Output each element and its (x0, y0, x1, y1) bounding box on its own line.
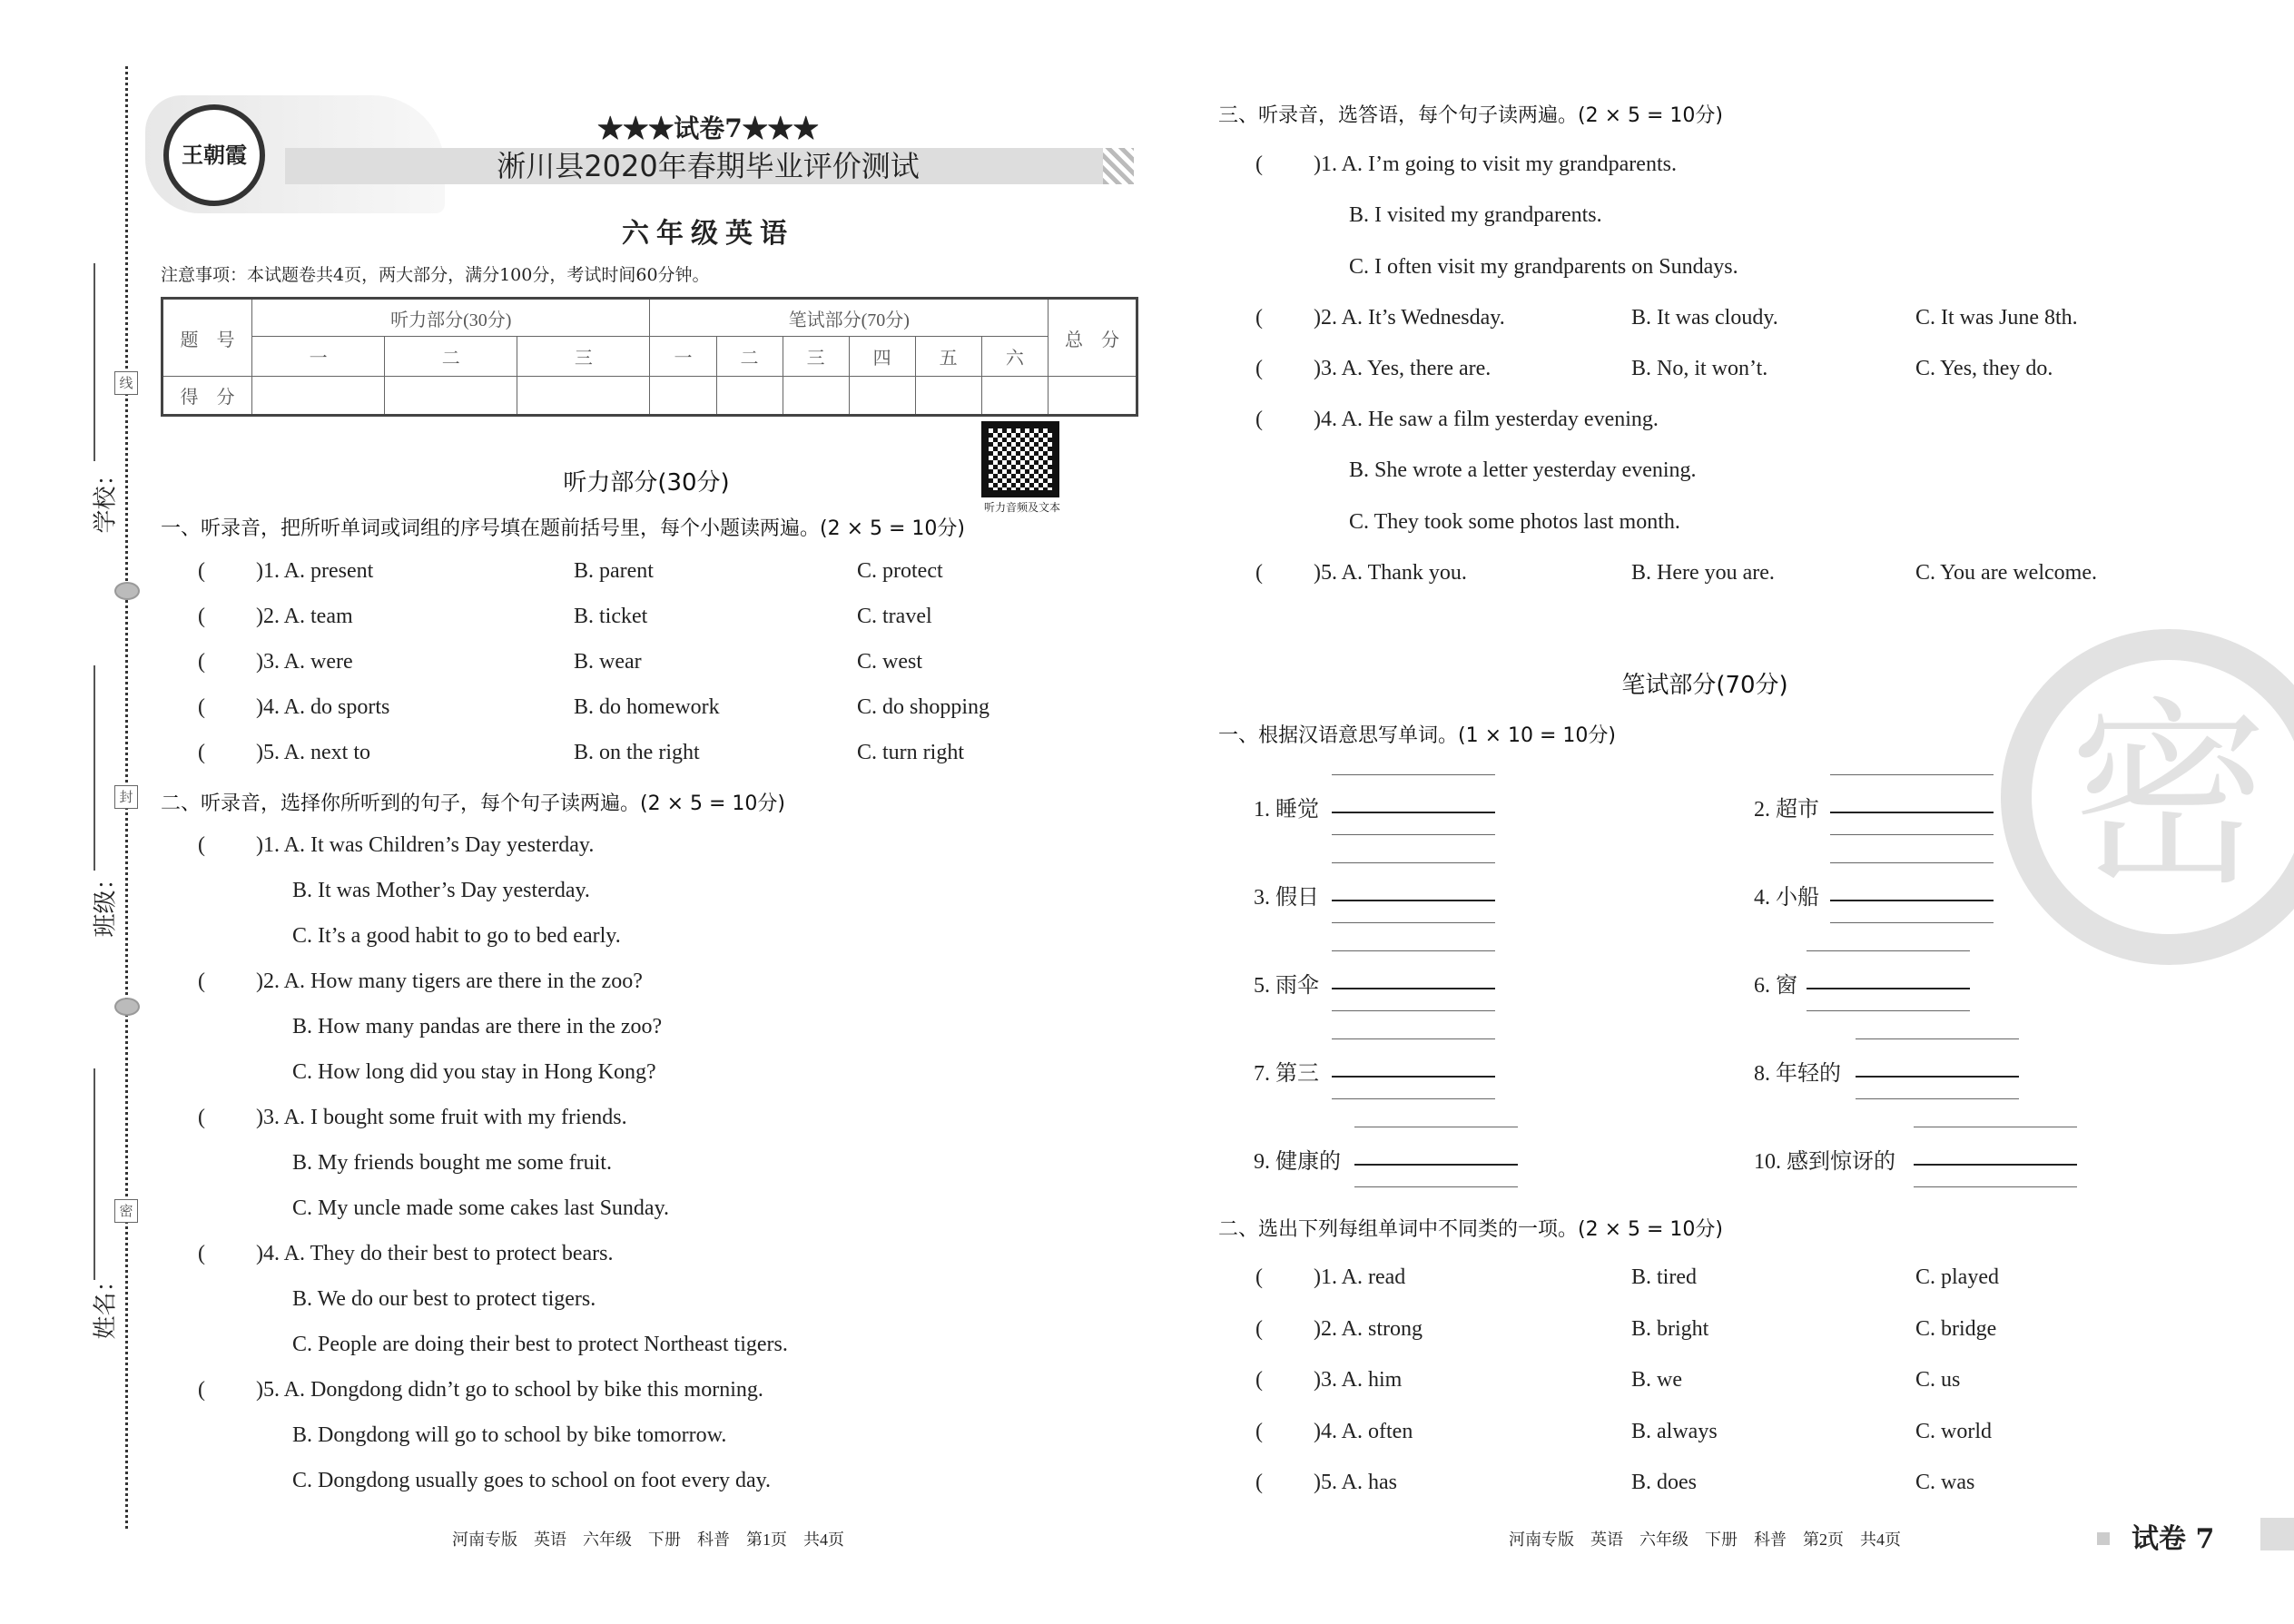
answer-line[interactable] (1914, 1164, 2077, 1166)
option-b: B. It was cloudy. (1631, 306, 1778, 330)
option-a: )2. A. How many tigers are there in the zoo? (256, 969, 643, 993)
option-c: C. People are doing their best to protect Northeast tigers. (292, 1333, 788, 1356)
answer-bracket[interactable]: ( (198, 833, 205, 857)
listening-sec2-title: 二、听录音，选择你所听到的句子，每个句子读两遍。(2 × 5 = 10分) (161, 792, 785, 815)
option-a: )1. A. present (256, 559, 374, 583)
option-b: B. on the right (574, 741, 700, 764)
name-label: 姓名： (92, 1268, 120, 1340)
option-a: )4. A. He saw a film yesterday evening. (1314, 408, 1659, 431)
option-c: C. How long did you stay in Hong Kong? (292, 1060, 656, 1084)
option-a: )3. A. were (256, 650, 353, 674)
answer-line[interactable] (1856, 1076, 2019, 1078)
score-cell[interactable] (981, 377, 1048, 416)
footer-left: 河南专版 英语 六年级 下册 科普 第1页 共4页 (452, 1530, 844, 1549)
score-cell[interactable] (783, 377, 849, 416)
option-a: )2. A. It’s Wednesday. (1314, 306, 1505, 330)
answer-line[interactable] (1332, 1076, 1495, 1078)
row-header-question: 题 号 (162, 299, 252, 377)
score-cell[interactable] (915, 377, 981, 416)
paper-badge: 试卷 7 (2132, 1523, 2215, 1555)
option-b: B. ticket (574, 605, 648, 628)
subject-title: 六年级英语 (622, 218, 794, 250)
guide-line (1354, 1186, 1518, 1187)
total-header: 总 分 (1049, 299, 1137, 377)
writing-sec1-title: 一、根据汉语意思写单词。(1 × 10 = 10分) (1218, 724, 1616, 747)
option-a: )2. A. strong (1314, 1316, 1423, 1341)
guide-line (1332, 1038, 1495, 1039)
answer-line[interactable] (1332, 900, 1495, 901)
option-b: B. does (1631, 1471, 1697, 1494)
option-a: )3. A. I bought some fruit with my friends. (256, 1106, 627, 1129)
answer-bracket[interactable]: ( (1255, 306, 1263, 330)
option-a: )1. A. read (1314, 1265, 1406, 1289)
option-a: )5. A. next to (256, 741, 370, 764)
option-c: C. us (1915, 1368, 1961, 1392)
guide-line (1332, 950, 1495, 951)
listening-header: 听力部分(30分) (252, 299, 650, 337)
score-cell[interactable] (385, 377, 517, 416)
badge-decoration (2097, 1532, 2110, 1545)
answer-bracket[interactable]: ( (198, 1106, 205, 1129)
answer-bracket[interactable]: ( (1255, 153, 1263, 176)
answer-bracket[interactable]: ( (1255, 1471, 1263, 1494)
answer-line[interactable] (1332, 812, 1495, 813)
swirl-icon (114, 998, 140, 1016)
option-a: )1. A. It was Children’s Day yesterday. (256, 833, 595, 857)
word-prompt: 10. 感到惊讶的 (1754, 1150, 1895, 1174)
qr-code[interactable] (981, 421, 1059, 497)
score-cell[interactable] (517, 377, 650, 416)
answer-bracket[interactable]: ( (1255, 1265, 1263, 1289)
option-a: )1. A. I’m going to visit my grandparents. (1314, 153, 1677, 176)
col-header: 四 (849, 337, 915, 377)
title-bar-pattern (1103, 148, 1134, 184)
option-b: B. How many pandas are there in the zoo? (292, 1015, 663, 1038)
class-label: 班级： (92, 866, 120, 938)
guide-line (1332, 1098, 1495, 1099)
option-a: )4. A. often (1314, 1419, 1413, 1443)
word-prompt: 4. 小船 (1754, 886, 1819, 910)
guide-line (1856, 1098, 2019, 1099)
option-b: B. She wrote a letter yesterday evening. (1349, 458, 1697, 482)
guide-line (1830, 922, 1994, 923)
word-prompt: 6. 窗 (1754, 974, 1797, 998)
guide-line (1830, 774, 1994, 775)
word-prompt: 7. 第三 (1254, 1062, 1319, 1086)
option-c: C. Yes, they do. (1915, 357, 2053, 380)
qr-caption: 听力音频及文本 (983, 501, 1060, 514)
answer-bracket[interactable]: ( (1255, 357, 1263, 380)
option-a: )5. A. Thank you. (1314, 561, 1467, 585)
word-prompt: 1. 睡觉 (1254, 798, 1319, 822)
option-a: )4. A. They do their best to protect bears. (256, 1242, 614, 1265)
answer-bracket[interactable]: ( (1255, 1368, 1263, 1392)
col-header: 六 (981, 337, 1048, 377)
answer-line[interactable] (1830, 812, 1994, 813)
answer-bracket[interactable]: ( (1255, 1316, 1263, 1341)
option-c: C. world (1915, 1419, 1992, 1443)
answer-bracket[interactable]: ( (198, 969, 205, 993)
word-prompt: 9. 健康的 (1254, 1150, 1341, 1174)
footer-right: 河南专版 英语 六年级 下册 科普 第2页 共4页 (1509, 1530, 1901, 1549)
answer-line[interactable] (1807, 988, 1970, 989)
score-cell[interactable] (252, 377, 385, 416)
class-line (94, 665, 95, 871)
option-a: )4. A. do sports (256, 695, 390, 719)
school-line (94, 263, 95, 461)
option-b: B. parent (574, 559, 654, 583)
guide-line (1856, 1038, 2019, 1039)
listening-sec1-title: 一、听录音，把所听单词或词组的序号填在题前括号里，每个小题读两遍。(2 × 5 = 10分) (161, 517, 965, 540)
row-header-score: 得 分 (162, 377, 252, 416)
col-header: 三 (783, 337, 849, 377)
listening-heading: 听力部分(30分) (563, 469, 730, 497)
answer-bracket[interactable]: ( (1255, 1419, 1263, 1443)
badge-decoration (2260, 1518, 2294, 1550)
option-b: B. It was Mother’s Day yesterday. (292, 879, 590, 902)
answer-bracket[interactable]: ( (198, 1378, 205, 1402)
score-cell[interactable] (716, 377, 783, 416)
option-b: B. No, it won’t. (1631, 357, 1768, 380)
option-c: C. played (1915, 1265, 1999, 1289)
brand-logo: 王朝霞 (163, 104, 265, 206)
option-a: )5. A. Dongdong didn’t go to school by bike this morning. (256, 1378, 763, 1402)
col-header: 一 (650, 337, 716, 377)
option-c: C. travel (857, 605, 932, 628)
option-c: C. They took some photos last month. (1349, 510, 1680, 534)
writing-header: 笔试部分(70分) (650, 299, 1049, 337)
paper-number: ★★★试卷7★★★ (597, 113, 819, 143)
answer-bracket[interactable]: ( (198, 695, 205, 719)
word-prompt: 3. 假日 (1254, 886, 1319, 910)
option-c: C. You are welcome. (1915, 561, 2097, 585)
listening-sec3-title: 三、听录音，选答语，每个句子读两遍。(2 × 5 = 10分) (1218, 104, 1723, 127)
option-b: B. bright (1631, 1316, 1709, 1341)
total-score-cell[interactable] (1049, 377, 1137, 416)
option-b: B. do homework (574, 695, 720, 719)
option-a: )3. A. Yes, there are. (1314, 357, 1492, 380)
binding-mark-line: 线 (114, 371, 138, 395)
guide-line (1914, 1186, 2077, 1187)
option-c: C. protect (857, 559, 943, 583)
writing-sec2-title: 二、选出下列每组单词中不同类的一项。(2 × 5 = 10分) (1218, 1218, 1723, 1241)
answer-bracket[interactable]: ( (1255, 561, 1263, 585)
swirl-icon (114, 582, 140, 600)
col-header: 二 (385, 337, 517, 377)
notice: 注意事项：本试题卷共4页，两大部分，满分100分，考试时间60分钟。 (161, 265, 710, 285)
guide-line (1332, 774, 1495, 775)
score-cell[interactable] (650, 377, 716, 416)
col-header: 三 (517, 337, 650, 377)
option-a: )3. A. him (1314, 1368, 1403, 1392)
col-header: 二 (716, 337, 783, 377)
answer-bracket[interactable]: ( (198, 741, 205, 764)
option-a: )2. A. team (256, 605, 353, 628)
answer-bracket[interactable]: ( (198, 559, 205, 583)
answer-bracket[interactable]: ( (198, 1242, 205, 1265)
word-prompt: 2. 超市 (1754, 798, 1819, 822)
name-line (94, 1068, 95, 1280)
option-c: C. west (857, 650, 922, 674)
guide-line (1332, 862, 1495, 863)
guide-line (1830, 862, 1994, 863)
answer-line[interactable] (1332, 988, 1495, 989)
answer-bracket[interactable]: ( (1255, 408, 1263, 431)
option-b: B. always (1631, 1419, 1718, 1443)
option-b: B. wear (574, 650, 642, 674)
binding-mark-seal: 封 (114, 785, 138, 809)
guide-line (1332, 1010, 1495, 1011)
option-c: C. I often visit my grandparents on Sundays. (1349, 255, 1738, 279)
option-b: B. I visited my grandparents. (1349, 203, 1602, 227)
guide-line (1807, 950, 1970, 951)
answer-line[interactable] (1830, 900, 1994, 901)
option-b: B. tired (1631, 1265, 1697, 1289)
score-table (161, 297, 1138, 417)
guide-line (1807, 1010, 1970, 1011)
option-c: C. It was June 8th. (1915, 306, 2078, 330)
exam-title: 淅川县2020年春期毕业评价测试 (497, 149, 920, 183)
col-header: 五 (915, 337, 981, 377)
answer-bracket[interactable]: ( (198, 605, 205, 628)
score-cell[interactable] (849, 377, 915, 416)
option-b: B. we (1631, 1368, 1682, 1392)
word-prompt: 8. 年轻的 (1754, 1062, 1841, 1086)
option-c: C. My uncle made some cakes last Sunday. (292, 1196, 670, 1220)
word-prompt: 5. 雨伞 (1254, 974, 1319, 998)
guide-line (1332, 922, 1495, 923)
col-header: 一 (252, 337, 385, 377)
option-b: B. My friends bought me some fruit. (292, 1151, 612, 1175)
option-c: C. was (1915, 1471, 1975, 1494)
option-a: )5. A. has (1314, 1471, 1397, 1494)
option-c: C. turn right (857, 741, 964, 764)
option-b: B. We do our best to protect tigers. (292, 1287, 596, 1311)
option-c: C. do shopping (857, 695, 990, 719)
option-c: C. Dongdong usually goes to school on foot every day. (292, 1469, 772, 1492)
option-c: C. It’s a good habit to go to bed early. (292, 924, 621, 948)
writing-heading: 笔试部分(70分) (1621, 672, 1788, 699)
guide-line (1830, 834, 1994, 835)
option-b: B. Dongdong will go to school by bike tomorrow. (292, 1423, 727, 1447)
guide-line (1332, 834, 1495, 835)
answer-bracket[interactable]: ( (198, 650, 205, 674)
option-c: C. bridge (1915, 1316, 1997, 1341)
school-label: 学校： (92, 462, 120, 534)
secret-watermark: 密 (2001, 629, 2294, 965)
binding-mark-secret: 密 (114, 1199, 138, 1223)
option-b: B. Here you are. (1631, 561, 1775, 585)
answer-line[interactable] (1354, 1164, 1518, 1166)
